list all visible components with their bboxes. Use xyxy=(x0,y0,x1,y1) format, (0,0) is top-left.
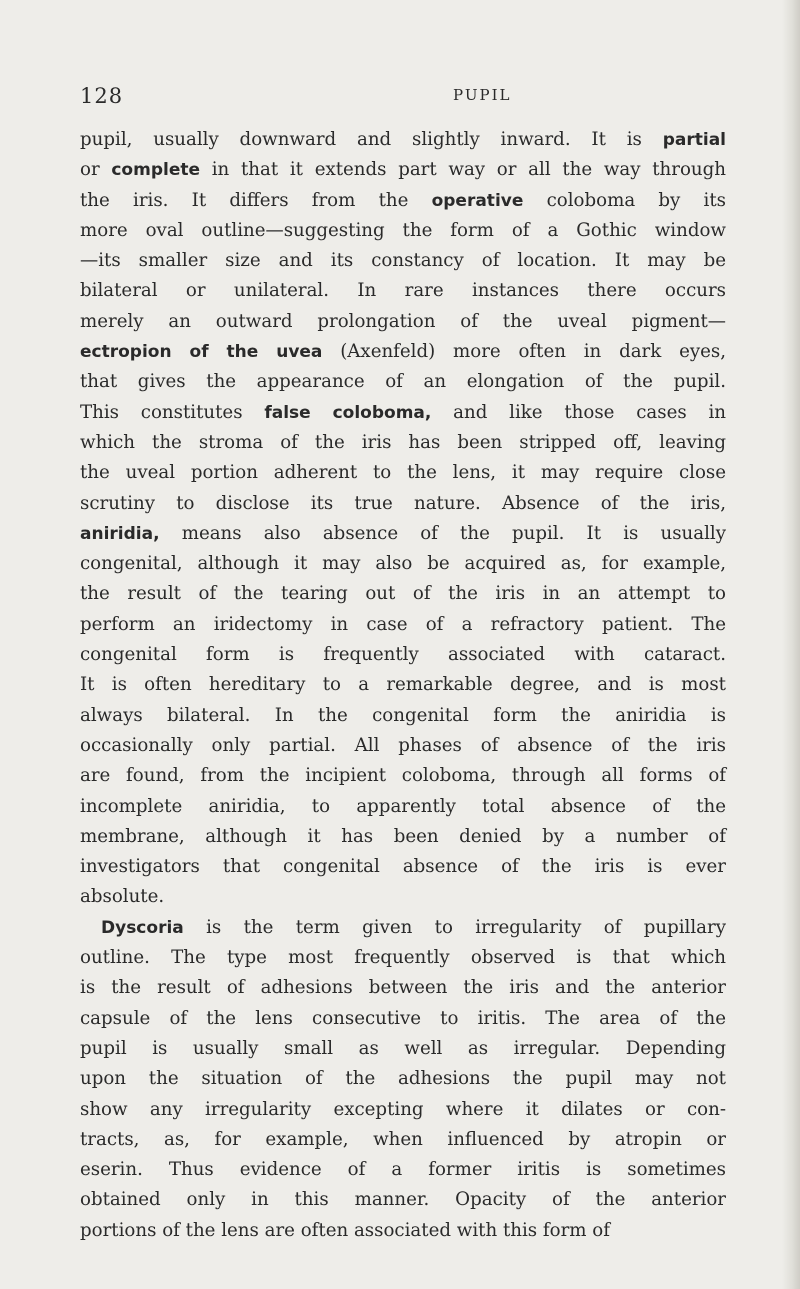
text-line xyxy=(80,1185,726,1215)
text-run: This constitutes xyxy=(80,401,265,423)
text-run: absolute. xyxy=(80,886,165,908)
bold-term: aniridia, xyxy=(80,523,160,544)
text-line xyxy=(80,155,726,185)
text-run: perform an iridectomy in case of a refractory patient. The xyxy=(80,613,726,635)
text-line xyxy=(80,792,726,822)
text-run: pupil, usually downward and slightly inward. It is xyxy=(80,129,663,150)
text-line xyxy=(80,670,726,700)
text-run: in that it extends part way or all the way through xyxy=(200,159,726,181)
text-run: which the stroma of the iris has been stripped off, leaving xyxy=(80,431,726,453)
text-run: scrutiny to disclose its true nature. Absence of the iris, xyxy=(80,492,726,514)
text-run: or xyxy=(80,159,112,181)
running-head xyxy=(80,84,720,114)
text-run: congenital form is frequently associated with cataract. xyxy=(80,644,726,666)
text-run: upon the situation of the adhesions the pupil may not xyxy=(80,1068,726,1090)
text-line xyxy=(80,216,726,246)
bold-term: complete xyxy=(111,160,201,181)
text-line xyxy=(80,428,726,458)
bold-term: operative xyxy=(431,190,524,211)
text-line xyxy=(80,852,726,882)
text-run: and like those cases in xyxy=(431,401,726,423)
page-title: PUPIL xyxy=(453,86,512,104)
text-line xyxy=(80,367,726,397)
text-line xyxy=(80,731,726,761)
text-line xyxy=(80,973,726,1003)
text-line xyxy=(80,1034,726,1064)
text-line xyxy=(80,125,726,155)
text-run: pupil is usually small as well as irregular. Depending xyxy=(80,1037,726,1059)
text-run: bilateral or unilateral. In rare instances there occurs xyxy=(80,280,726,302)
text-run: —its smaller size and its constancy of location. It may be xyxy=(80,250,726,272)
text-line xyxy=(80,519,726,549)
text-line xyxy=(80,307,726,337)
text-line xyxy=(80,246,726,276)
text-line xyxy=(80,610,726,640)
text-run: means also absence of the pupil. It is usually xyxy=(159,522,726,544)
text-line xyxy=(80,822,726,852)
text-line xyxy=(80,458,726,488)
text-run: obtained only in this manner. Opacity of the anterior xyxy=(80,1189,726,1211)
text-run: more oval outline—suggesting the form of a Gothic window xyxy=(80,219,726,241)
bold-term: partial xyxy=(662,130,726,150)
text-run: investigators that congenital absence of the iris is ever xyxy=(80,856,726,878)
text-run: (Axenfeld) more often in dark eyes, xyxy=(322,341,726,363)
text-line xyxy=(80,943,726,973)
text-line xyxy=(80,701,726,731)
text-run: tracts, as, for example, when influenced by atropin or xyxy=(80,1128,726,1150)
text-line xyxy=(80,1125,726,1155)
text-line xyxy=(80,579,726,609)
text-run: coloboma by its xyxy=(523,189,726,211)
text-run: capsule of the lens consecutive to iritis. The area of the xyxy=(80,1007,726,1029)
bold-term: Dyscoria xyxy=(101,917,184,938)
text-run: incomplete aniridia, to apparently total absence of the xyxy=(80,795,726,817)
text-line xyxy=(80,1064,726,1094)
text-line xyxy=(80,1155,726,1185)
text-run: eserin. Thus evidence of a former iritis is sometimes xyxy=(80,1159,726,1181)
text-run: that gives the appearance of an elongation of the pupil. xyxy=(80,371,726,393)
text-line xyxy=(80,1004,726,1034)
text-line xyxy=(80,882,726,912)
text-line xyxy=(80,398,726,428)
bold-term: false coloboma, xyxy=(264,402,432,423)
text-run: It is often hereditary to a remarkable degree, and is most xyxy=(80,674,726,696)
text-run: the iris. It differs from the xyxy=(80,189,432,211)
text-line xyxy=(80,186,726,216)
text-run: portions of the lens are often associated with this form of xyxy=(80,1219,610,1241)
text-run: occasionally only partial. All phases of absence of the iris xyxy=(80,734,726,756)
page-edge-shadow xyxy=(782,0,800,1289)
text-line xyxy=(80,337,726,367)
text-run: membrane, although it has been denied by a number of xyxy=(80,825,726,847)
text-run: the uveal portion adherent to the lens, it may require close xyxy=(80,462,726,484)
bold-term: ectropion of the uvea xyxy=(80,342,323,363)
text-line xyxy=(80,761,726,791)
text-run: outline. The type most frequently observed is that which xyxy=(80,947,726,969)
text-line xyxy=(80,276,726,306)
text-line xyxy=(80,640,726,670)
text-run: show any irregularity excepting where it dilates or con- xyxy=(80,1098,726,1120)
text-run: are found, from the incipient coloboma, through all forms of xyxy=(80,765,726,787)
text-line xyxy=(80,913,726,943)
text-line xyxy=(80,489,726,519)
text-run: always bilateral. In the congenital form the aniridia is xyxy=(80,704,726,726)
text-run: merely an outward prolongation of the uveal pigment— xyxy=(80,310,726,332)
body-text xyxy=(80,125,726,1246)
text-run: is the term given to irregularity of pupillary xyxy=(183,916,726,938)
page-number: 128 xyxy=(80,84,124,108)
text-line xyxy=(80,1095,726,1125)
text-run: congenital, although it may also be acquired as, for example, xyxy=(80,553,726,575)
text-run: the result of the tearing out of the iris in an attempt to xyxy=(80,583,726,605)
text-line xyxy=(80,549,726,579)
text-run: is the result of adhesions between the iris and the anterior xyxy=(80,977,726,999)
text-line xyxy=(80,1216,726,1246)
